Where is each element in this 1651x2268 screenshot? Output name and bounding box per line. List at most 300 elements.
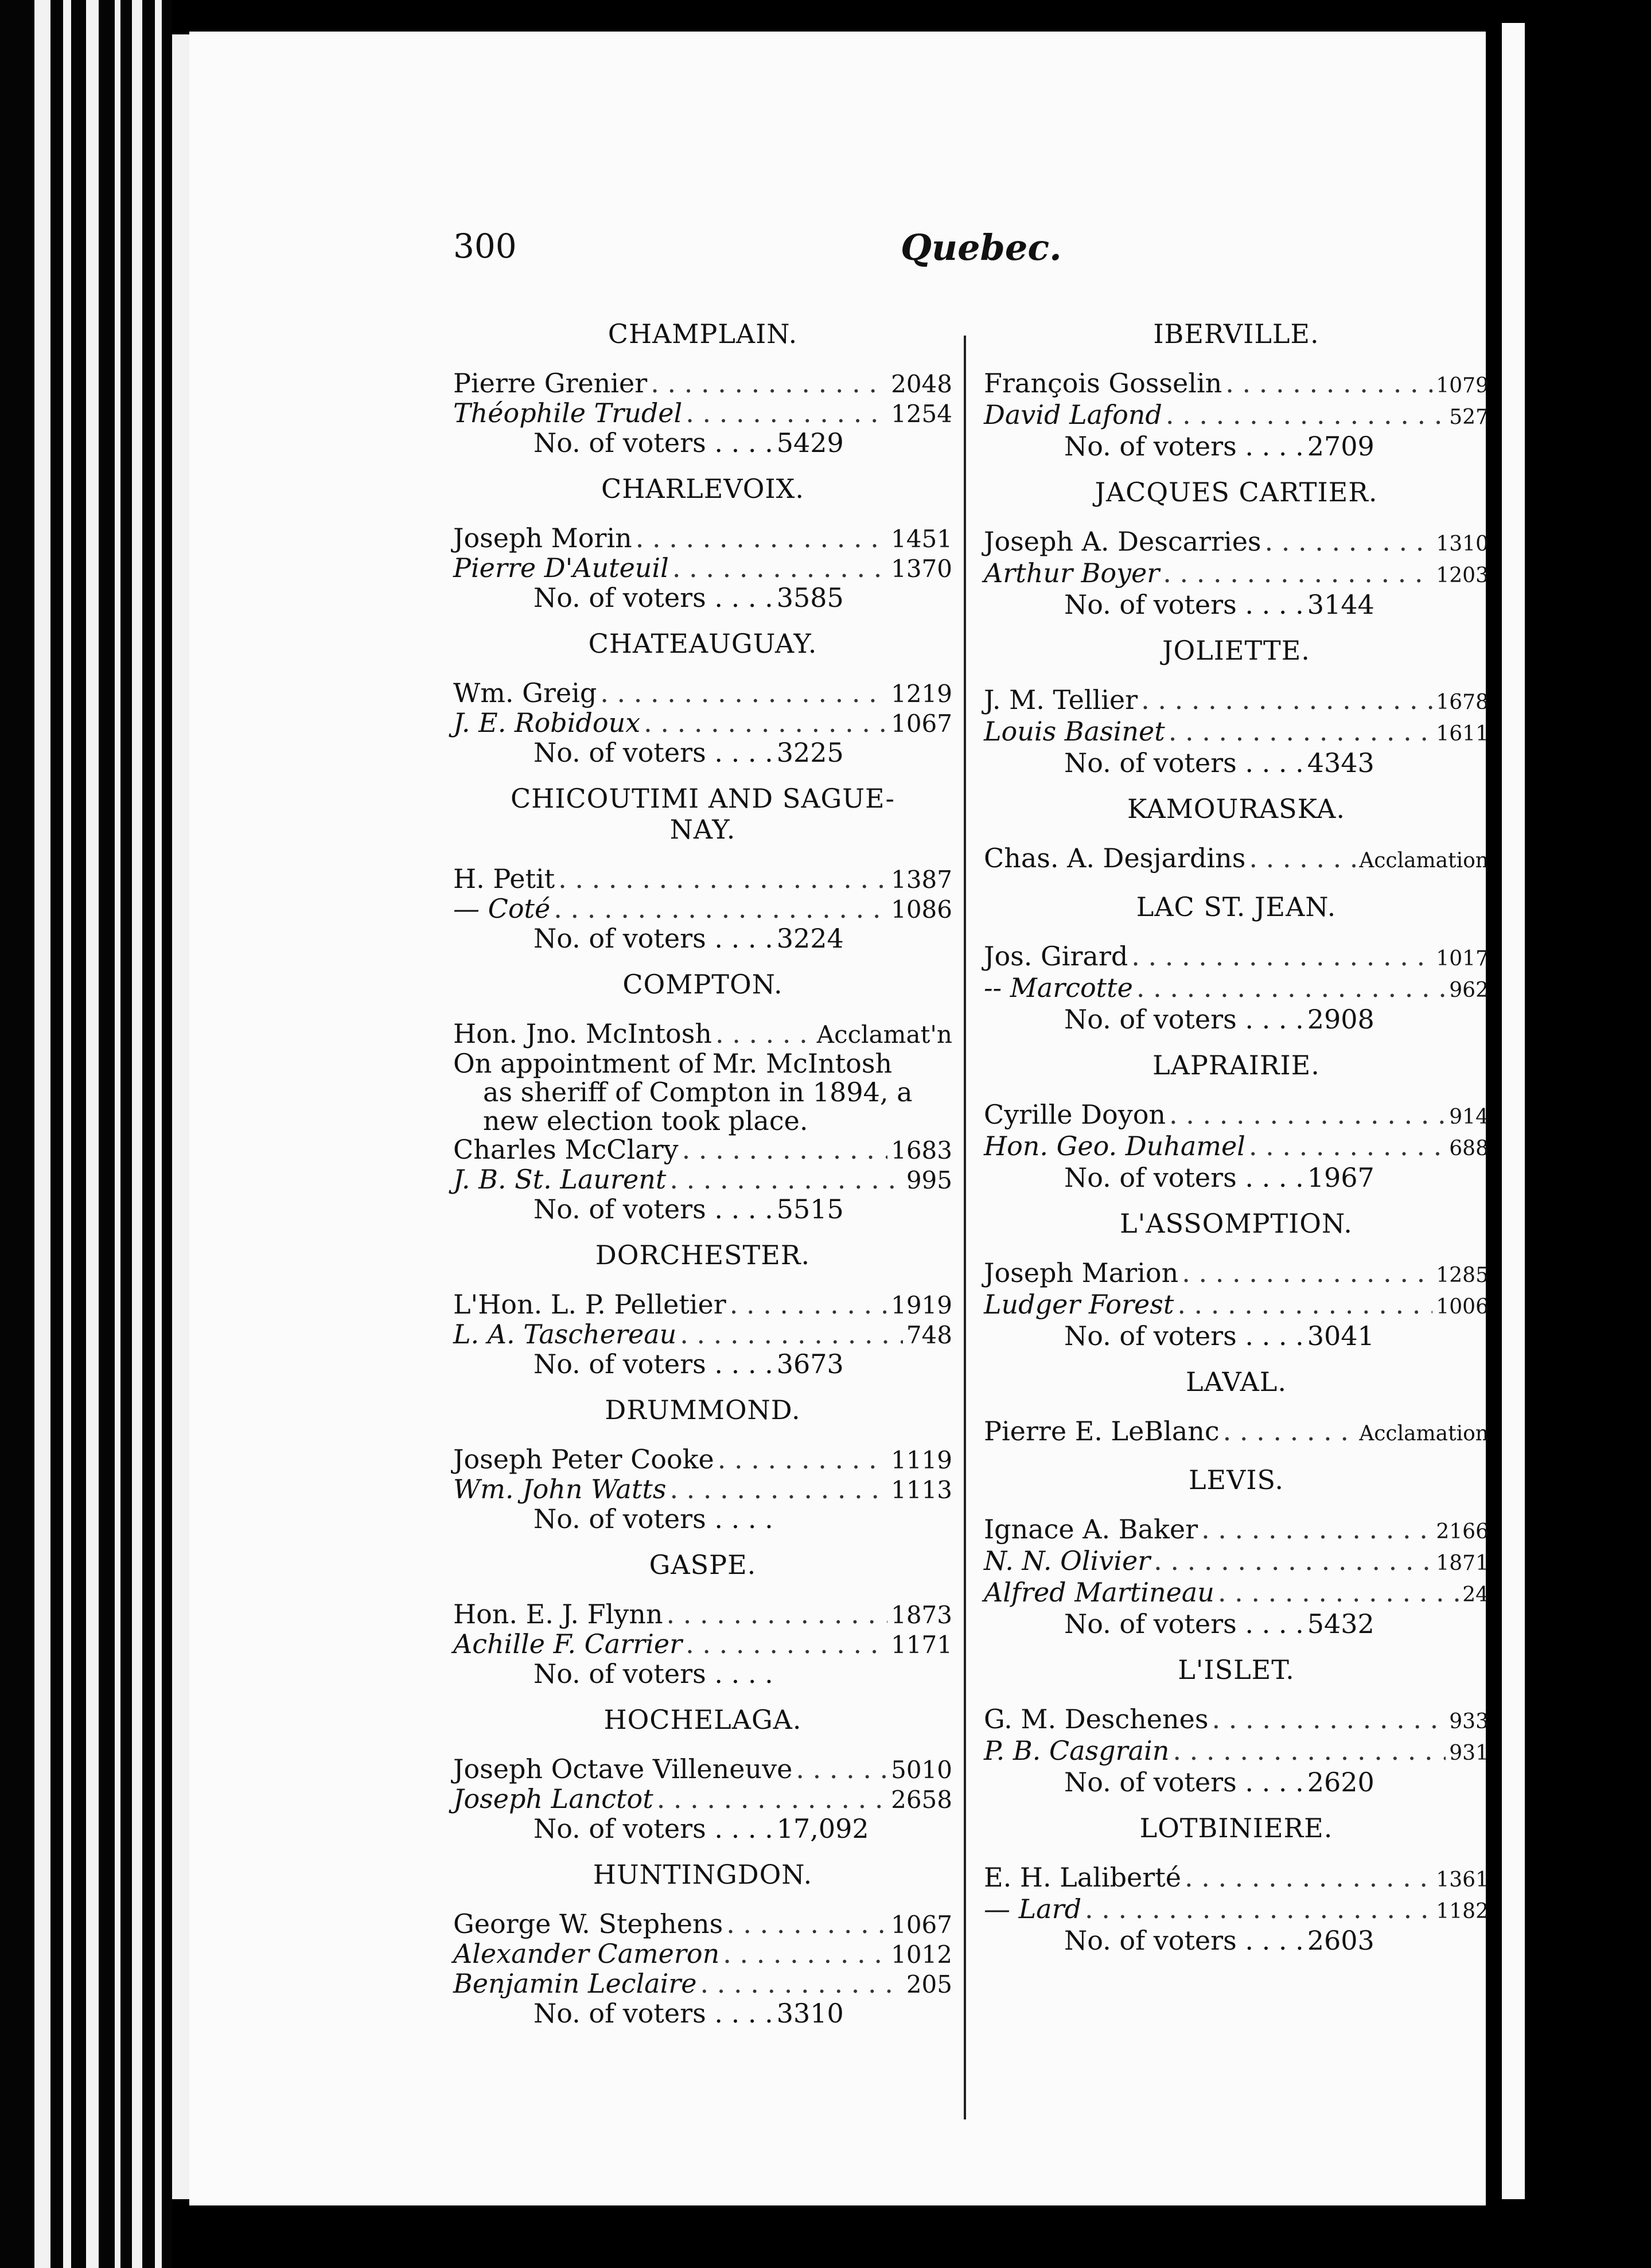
candidate-row bbox=[984, 1863, 1489, 1895]
candidate-row bbox=[984, 400, 1489, 432]
leader-dots: . . . . bbox=[1236, 589, 1304, 620]
riding-heading: KAMOURASKA. bbox=[1127, 793, 1345, 824]
candidate-name: N. N. Olivier bbox=[984, 1545, 1151, 1576]
candidate-name: H. Petit bbox=[453, 863, 555, 894]
candidate-row bbox=[984, 1705, 1489, 1736]
vote-count: 1119 bbox=[891, 1446, 952, 1474]
candidate-name: Alfred Martineau bbox=[984, 1577, 1214, 1608]
riding-heading: IBERVILLE. bbox=[1153, 318, 1319, 349]
voters-label: No. of voters bbox=[1064, 747, 1237, 778]
vote-count: 2658 bbox=[891, 1786, 952, 1814]
leader-dots bbox=[669, 1475, 887, 1503]
riding-heading: HUNTINGDON. bbox=[593, 1859, 813, 1890]
leader-dots: . . . . bbox=[706, 737, 773, 768]
riding-heading: JACQUES CARTIER. bbox=[1095, 477, 1378, 508]
voters-count: 2709 bbox=[1307, 431, 1374, 462]
vote-count: 962 bbox=[1449, 979, 1489, 1002]
leader-dots: . . . . bbox=[706, 582, 773, 613]
candidate-row bbox=[453, 1755, 952, 1784]
voters-count: 5429 bbox=[776, 427, 844, 458]
leader-dots bbox=[796, 1755, 887, 1783]
candidate-name: J. E. Robidoux bbox=[453, 707, 641, 738]
leader-dots bbox=[1141, 685, 1432, 714]
leader-dots: . . . . bbox=[706, 1813, 773, 1844]
candidate-row bbox=[984, 1290, 1489, 1322]
riding-heading: CHICOUTIMI AND SAGUE- NAY. bbox=[510, 783, 895, 845]
candidate-name: Pierre Grenier bbox=[453, 368, 648, 399]
leader-dots: . . . . bbox=[1236, 1004, 1304, 1035]
candidate-row bbox=[984, 369, 1489, 400]
leader-dots bbox=[1201, 1515, 1432, 1544]
candidate-row bbox=[984, 1258, 1489, 1290]
leader-dots bbox=[636, 524, 887, 552]
riding-section bbox=[453, 1549, 952, 1688]
candidate-name: Alexander Cameron bbox=[453, 1938, 720, 1969]
voters-label: No. of voters bbox=[534, 1998, 706, 2029]
candidate-name: Ignace A. Baker bbox=[984, 1514, 1198, 1545]
candidate-row bbox=[984, 1895, 1489, 1926]
leader-dots bbox=[1136, 973, 1446, 1002]
candidate-name: Wm. John Watts bbox=[453, 1474, 667, 1505]
riding-section bbox=[453, 473, 952, 612]
voters-line bbox=[453, 583, 952, 612]
candidate-name: David Lafond bbox=[984, 399, 1162, 430]
voters-count: 5515 bbox=[776, 1194, 844, 1225]
election-note: as sheriff of Compton in 1894, a bbox=[483, 1077, 913, 1108]
riding-heading: CHATEAUGUAY. bbox=[588, 628, 817, 659]
leader-dots bbox=[1185, 1863, 1432, 1892]
candidate-name: J. M. Tellier bbox=[984, 684, 1138, 715]
candidate-row bbox=[453, 1135, 952, 1165]
candidate-name: Hon. E. J. Flynn bbox=[453, 1599, 663, 1630]
leader-dots bbox=[669, 1165, 903, 1194]
candidate-row bbox=[984, 942, 1489, 973]
voters-line bbox=[984, 1322, 1489, 1350]
leader-dots bbox=[1265, 527, 1433, 556]
riding-section bbox=[984, 891, 1489, 1034]
candidate-name: Achille F. Carrier bbox=[453, 1628, 683, 1659]
column-divider bbox=[964, 336, 966, 2119]
voters-label: No. of voters bbox=[534, 1194, 706, 1225]
voters-label: No. of voters bbox=[534, 923, 706, 954]
riding-heading: DRUMMOND. bbox=[605, 1394, 801, 1425]
candidate-name: Théophile Trudel bbox=[453, 398, 683, 428]
scan-top-edge bbox=[172, 0, 1480, 34]
leader-dots bbox=[644, 708, 887, 737]
voters-label: No. of voters bbox=[1064, 431, 1237, 462]
voters-line bbox=[984, 1610, 1489, 1638]
candidate-name: J. B. St. Laurent bbox=[453, 1164, 667, 1195]
leader-dots: . . . . bbox=[706, 427, 773, 458]
candidate-name: — Lard bbox=[984, 1893, 1082, 1924]
candidate-name: L. A. Taschereau bbox=[453, 1319, 677, 1350]
leader-dots bbox=[1218, 1578, 1459, 1607]
candidate-name: Hon. Jno. McIntosh bbox=[453, 1018, 712, 1049]
spine-page-edge bbox=[155, 0, 162, 2268]
candidate-row bbox=[984, 1100, 1489, 1132]
vote-count: 527 bbox=[1449, 406, 1489, 429]
riding-section bbox=[984, 1654, 1489, 1797]
leader-dots: . . . . bbox=[706, 1658, 773, 1689]
riding-section bbox=[453, 628, 952, 767]
voters-count: 3224 bbox=[776, 923, 844, 954]
voters-line bbox=[984, 749, 1489, 777]
candidate-row bbox=[453, 369, 952, 399]
vote-count: 1006 bbox=[1436, 1295, 1489, 1319]
voters-line bbox=[984, 1005, 1489, 1034]
vote-count: 1219 bbox=[891, 680, 952, 708]
vote-count: 1683 bbox=[891, 1136, 952, 1164]
vote-count: 1067 bbox=[891, 710, 952, 738]
voters-line bbox=[453, 1999, 952, 2028]
voters-count: 3225 bbox=[776, 737, 844, 768]
leader-dots bbox=[1177, 1290, 1432, 1319]
voters-line bbox=[984, 1768, 1489, 1797]
vote-count: 1017 bbox=[1436, 947, 1489, 971]
leader-dots bbox=[680, 1320, 903, 1349]
leader-dots bbox=[1182, 1258, 1432, 1287]
spine-page-edge bbox=[115, 0, 120, 2268]
candidate-row bbox=[453, 894, 952, 924]
candidate-row bbox=[453, 679, 952, 708]
candidate-name: E. H. Laliberté bbox=[984, 1862, 1181, 1893]
candidate-row bbox=[453, 1019, 952, 1049]
riding-section bbox=[984, 318, 1489, 461]
vote-count: 1451 bbox=[891, 525, 952, 553]
facing-page-edge bbox=[1502, 23, 1525, 2214]
voters-count: 3673 bbox=[776, 1349, 844, 1379]
voters-line bbox=[984, 590, 1489, 619]
vote-count: 1873 bbox=[891, 1601, 952, 1629]
candidate-name: Cyrille Doyon bbox=[984, 1099, 1166, 1130]
voters-label: No. of voters bbox=[1064, 1004, 1237, 1035]
voters-line bbox=[453, 1814, 952, 1843]
vote-count: 1012 bbox=[891, 1940, 952, 1969]
voters-label: No. of voters bbox=[534, 1813, 706, 1844]
leader-dots bbox=[1169, 1100, 1446, 1129]
riding-section bbox=[984, 1366, 1489, 1448]
candidate-row bbox=[453, 1910, 952, 1939]
candidate-row bbox=[984, 844, 1489, 875]
riding-heading: LAC ST. JEAN. bbox=[1136, 891, 1337, 922]
election-note: On appointment of Mr. McIntosh bbox=[453, 1048, 893, 1079]
leader-dots bbox=[730, 1290, 887, 1319]
candidate-name: Ludger Forest bbox=[984, 1289, 1174, 1320]
candidate-name: Joseph Marion bbox=[984, 1257, 1179, 1288]
candidate-name: L'Hon. L. P. Pelletier bbox=[453, 1289, 726, 1320]
candidate-row bbox=[984, 559, 1489, 590]
voters-label: No. of voters bbox=[534, 427, 706, 458]
candidate-row bbox=[984, 685, 1489, 717]
vote-count: 1254 bbox=[891, 400, 952, 428]
leader-dots bbox=[1212, 1705, 1446, 1733]
candidate-name: Louis Basinet bbox=[984, 716, 1165, 747]
vote-count: 1611 bbox=[1436, 722, 1489, 746]
candidate-row bbox=[453, 1630, 952, 1659]
voters-label: No. of voters bbox=[534, 582, 706, 613]
leader-dots: . . . . bbox=[706, 1503, 773, 1534]
riding-heading: LAVAL. bbox=[1186, 1366, 1287, 1397]
vote-count: 1079 bbox=[1436, 374, 1489, 398]
voters-line bbox=[453, 1350, 952, 1378]
voters-line bbox=[984, 432, 1489, 461]
spine-page-edge bbox=[63, 0, 71, 2268]
leader-dots bbox=[723, 1939, 887, 1968]
candidate-name: Joseph Octave Villeneuve bbox=[453, 1753, 793, 1784]
leader-dots: . . . . bbox=[1236, 1925, 1304, 1956]
vote-count: 1203 bbox=[1436, 564, 1489, 587]
candidate-row bbox=[453, 1969, 952, 1999]
voters-count: 3310 bbox=[776, 1998, 844, 2029]
candidate-row bbox=[453, 1600, 952, 1630]
riding-heading: COMPTON. bbox=[622, 969, 783, 1000]
vote-count: 1919 bbox=[891, 1291, 952, 1319]
vote-count: 1678 bbox=[1436, 691, 1489, 714]
candidate-name: Jos. Girard bbox=[984, 941, 1128, 972]
vote-count: 2166 bbox=[1436, 1520, 1489, 1544]
vote-count: 933 bbox=[1449, 1710, 1489, 1733]
leader-dots bbox=[558, 864, 887, 893]
vote-count: 1067 bbox=[891, 1911, 952, 1939]
book-page bbox=[189, 32, 1489, 2205]
page-header bbox=[189, 227, 1486, 284]
voters-label: No. of voters bbox=[534, 1349, 706, 1379]
running-title: Quebec. bbox=[901, 227, 1062, 268]
candidate-row bbox=[453, 1475, 952, 1505]
riding-heading: L'ASSOMPTION. bbox=[1120, 1208, 1353, 1239]
left-column bbox=[453, 318, 952, 2044]
leader-dots bbox=[726, 1910, 887, 1938]
candidate-row bbox=[453, 554, 952, 583]
voters-label: No. of voters bbox=[534, 1503, 706, 1534]
leader-dots bbox=[1166, 400, 1446, 429]
leader-dots: . . . . bbox=[1236, 1320, 1304, 1351]
voters-count: 17,092 bbox=[776, 1813, 869, 1844]
voters-label: No. of voters bbox=[1064, 1767, 1237, 1798]
vote-count: 1113 bbox=[891, 1476, 952, 1504]
vote-count: 1086 bbox=[891, 895, 952, 923]
leader-dots: . . . . bbox=[1236, 747, 1304, 778]
leader-dots bbox=[1225, 369, 1432, 398]
riding-section bbox=[984, 1050, 1489, 1192]
vote-count: Acclamation bbox=[1359, 849, 1489, 872]
scan-bottom-edge bbox=[172, 2199, 1651, 2268]
vote-count: 1871 bbox=[1436, 1552, 1489, 1575]
riding-heading: JOLIETTE. bbox=[1162, 635, 1310, 666]
leader-dots bbox=[700, 1969, 903, 1998]
spine-page-edge bbox=[132, 0, 142, 2268]
riding-section bbox=[453, 1704, 952, 1843]
vote-count: 1310 bbox=[1436, 532, 1489, 556]
leader-dots bbox=[600, 679, 887, 707]
candidate-row bbox=[453, 1784, 952, 1814]
candidate-row bbox=[984, 717, 1489, 749]
candidate-name: -- Marcotte bbox=[984, 972, 1133, 1003]
riding-section bbox=[984, 1208, 1489, 1350]
candidate-row bbox=[453, 1290, 952, 1320]
election-note: new election took place. bbox=[483, 1105, 808, 1136]
candidate-row bbox=[984, 1132, 1489, 1163]
vote-count: 1361 bbox=[1436, 1868, 1489, 1892]
leader-dots bbox=[651, 369, 887, 398]
leader-dots bbox=[1173, 1736, 1446, 1765]
vote-count: 24 bbox=[1462, 1583, 1489, 1607]
vote-count: 688 bbox=[1449, 1137, 1489, 1160]
candidate-row bbox=[453, 1320, 952, 1350]
vote-count: 914 bbox=[1449, 1105, 1489, 1129]
candidate-name: Joseph A. Descarries bbox=[984, 526, 1261, 557]
vote-count: 1285 bbox=[1436, 1264, 1489, 1287]
voters-line bbox=[453, 1505, 952, 1533]
leader-dots: . . . . bbox=[706, 923, 773, 954]
leader-dots bbox=[1131, 942, 1432, 971]
candidate-row bbox=[984, 1417, 1489, 1448]
candidate-name: Joseph Peter Cooke bbox=[453, 1444, 714, 1475]
candidate-row bbox=[453, 1445, 952, 1475]
leader-dots: . . . . bbox=[1236, 1767, 1304, 1798]
voters-count: 2620 bbox=[1307, 1767, 1374, 1798]
riding-section bbox=[984, 477, 1489, 619]
leader-dots bbox=[686, 1630, 887, 1658]
vote-count: Acclamation bbox=[1359, 1422, 1489, 1445]
vote-count: 1182 bbox=[1436, 1900, 1489, 1923]
leader-dots bbox=[1249, 844, 1356, 872]
leader-dots bbox=[718, 1445, 887, 1474]
leader-dots: . . . . bbox=[706, 1194, 773, 1225]
candidate-name: Chas. A. Desjardins bbox=[984, 843, 1246, 874]
candidate-name: Pierre E. LeBlanc bbox=[984, 1416, 1220, 1447]
leader-dots bbox=[1223, 1417, 1356, 1445]
leader-dots bbox=[1163, 559, 1432, 587]
leader-dots: . . . . bbox=[706, 1998, 773, 2029]
riding-section bbox=[984, 793, 1489, 875]
riding-heading: LEVIS. bbox=[1188, 1464, 1284, 1495]
riding-section bbox=[453, 1240, 952, 1378]
riding-heading: HOCHELAGA. bbox=[603, 1704, 802, 1735]
voters-line bbox=[453, 738, 952, 767]
vote-count: 995 bbox=[906, 1166, 952, 1194]
candidate-name: Joseph Morin bbox=[453, 523, 632, 554]
riding-section bbox=[453, 783, 952, 953]
voters-count: 3585 bbox=[776, 582, 844, 613]
voters-line bbox=[453, 1195, 952, 1223]
leader-dots bbox=[1249, 1132, 1446, 1160]
spine-page-edge bbox=[172, 0, 189, 2268]
candidate-name: — Coté bbox=[453, 893, 551, 924]
voters-line bbox=[453, 1659, 952, 1688]
candidate-row bbox=[984, 1578, 1489, 1610]
spine-page-edge bbox=[34, 0, 50, 2268]
leader-dots: . . . . bbox=[1236, 1608, 1304, 1639]
riding-section bbox=[453, 1394, 952, 1533]
leader-dots bbox=[715, 1019, 813, 1048]
vote-count: 205 bbox=[906, 1970, 952, 1998]
voters-count: 5432 bbox=[1307, 1608, 1374, 1639]
leader-dots: . . . . bbox=[706, 1349, 773, 1379]
vote-count: 931 bbox=[1449, 1741, 1489, 1765]
leader-dots bbox=[682, 1135, 888, 1164]
candidate-row bbox=[453, 864, 952, 894]
riding-section bbox=[984, 1464, 1489, 1638]
candidate-name: George W. Stephens bbox=[453, 1908, 723, 1939]
riding-section bbox=[984, 635, 1489, 777]
right-column bbox=[984, 318, 1489, 1971]
vote-count: 1171 bbox=[891, 1631, 952, 1659]
candidate-name: Joseph Lanctot bbox=[453, 1783, 653, 1814]
riding-heading: GASPE. bbox=[649, 1549, 757, 1580]
voters-label: No. of voters bbox=[1064, 1320, 1237, 1351]
riding-section bbox=[984, 1813, 1489, 1955]
candidate-row bbox=[984, 1546, 1489, 1578]
voters-line bbox=[984, 1926, 1489, 1955]
voters-label: No. of voters bbox=[1064, 589, 1237, 620]
voters-label: No. of voters bbox=[534, 1658, 706, 1689]
candidate-row bbox=[453, 1939, 952, 1969]
riding-section bbox=[453, 969, 952, 1223]
leader-dots: . . . . bbox=[1236, 1162, 1304, 1193]
leader-dots bbox=[686, 399, 887, 427]
voters-count: 2908 bbox=[1307, 1004, 1374, 1035]
candidate-name: Arthur Boyer bbox=[984, 558, 1160, 589]
voters-label: No. of voters bbox=[534, 737, 706, 768]
voters-count: 3144 bbox=[1307, 589, 1374, 620]
candidate-row bbox=[453, 524, 952, 554]
riding-heading: LAPRAIRIE. bbox=[1152, 1050, 1320, 1081]
leader-dots bbox=[1169, 717, 1433, 746]
voters-count: 4343 bbox=[1307, 747, 1374, 778]
candidate-row bbox=[453, 708, 952, 738]
vote-count: Acclamat'n bbox=[816, 1020, 952, 1049]
vote-count: 1387 bbox=[891, 866, 952, 894]
book-spine bbox=[0, 0, 195, 2268]
vote-count: 748 bbox=[906, 1321, 952, 1349]
candidate-row bbox=[453, 399, 952, 428]
leader-dots bbox=[1154, 1546, 1432, 1575]
voters-label: No. of voters bbox=[1064, 1925, 1237, 1956]
voters-label: No. of voters bbox=[1064, 1162, 1237, 1193]
voters-count: 3041 bbox=[1307, 1320, 1374, 1351]
candidate-row bbox=[984, 527, 1489, 559]
vote-count: 2048 bbox=[891, 370, 952, 398]
riding-heading: DORCHESTER. bbox=[595, 1240, 811, 1271]
candidate-name: P. B. Casgrain bbox=[984, 1735, 1170, 1766]
leader-dots bbox=[657, 1784, 887, 1813]
page-number: 300 bbox=[453, 227, 517, 266]
leader-dots bbox=[554, 894, 887, 923]
candidate-name: Benjamin Leclaire bbox=[453, 1968, 697, 1999]
voters-line bbox=[453, 924, 952, 953]
scan-right-edge bbox=[1525, 0, 1651, 2268]
spine-page-edge bbox=[86, 0, 99, 2268]
vote-count: 5010 bbox=[891, 1756, 952, 1784]
riding-heading: CHAMPLAIN. bbox=[608, 318, 798, 349]
candidate-row bbox=[984, 1736, 1489, 1768]
candidate-row bbox=[984, 1515, 1489, 1546]
leader-dots bbox=[1085, 1895, 1432, 1923]
candidate-name: François Gosselin bbox=[984, 368, 1222, 399]
candidate-name: Charles McClary bbox=[453, 1134, 679, 1165]
leader-dots bbox=[672, 554, 887, 582]
candidate-name: Wm. Greig bbox=[453, 677, 597, 708]
voters-line bbox=[984, 1163, 1489, 1192]
voters-count: 2603 bbox=[1307, 1925, 1374, 1956]
riding-heading: LOTBINIERE. bbox=[1139, 1813, 1333, 1844]
candidate-name: Hon. Geo. Duhamel bbox=[984, 1131, 1245, 1162]
voters-line bbox=[453, 428, 952, 457]
riding-section bbox=[453, 318, 952, 457]
candidate-row bbox=[984, 973, 1489, 1005]
candidate-row bbox=[453, 1165, 952, 1195]
